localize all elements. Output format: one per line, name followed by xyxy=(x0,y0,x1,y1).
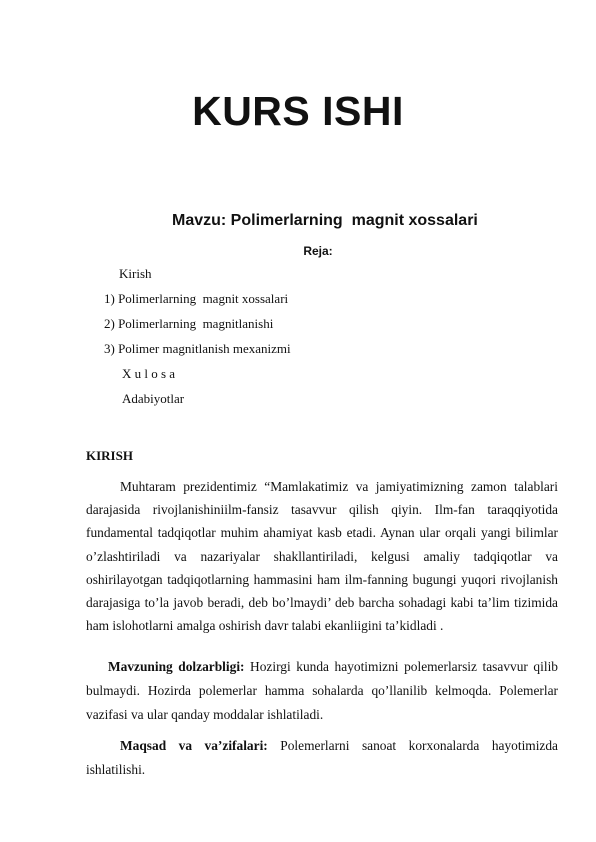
plan-item-2: 2) Polimerlarning magnitlanishi xyxy=(104,316,274,331)
intro-paragraph-text: Muhtaram prezidentimiz “Mamlakatimiz va jamiyatimizning zamon talablari darajasida rivojlanishiniilm-fansiz tasavvur qilish qiyin. Ilm-fan taraqqiyotida fundamental tadqiqotlar muhim ahamiyat kasb etadi. Aynan ular orqali yangi bilimlar o’zlashtiriladi va nazariyalar shakllantiriladi, kelgusi amaliy tadqiqotlar va oshirilayotgan tadqiqotlarning hammasini ham ilm-fanning bugungi yuqori rivojlanish darajasiga to’la javob beradi, deb bo’lmaydi’ deb barcha sohadagi kabi ta’lim tizimida ham islohotlarni amalga oshirish davr talabi ekanliigini ta’kidladi . xyxy=(86,479,558,634)
plan-heading: Reja: xyxy=(303,244,333,258)
plan-item-introduction: Kirish xyxy=(119,266,152,281)
plan-item-3: 3) Polimer magnitlanish mexanizmi xyxy=(104,341,291,356)
plan-item-references: Adabiyotlar xyxy=(122,391,185,406)
section-heading-introduction: KIRISH xyxy=(86,448,133,463)
goals-text: Polemerlarni sanoat korxonalarda hayotimizda ishlatilishi. xyxy=(86,738,559,777)
document-subject: Mavzu: Polimerlarning magnit xossalari xyxy=(172,212,478,229)
relevance-label: Mavzuning dolzarbligi: xyxy=(108,659,245,674)
relevance-paragraph xyxy=(86,655,558,727)
document-title: KURS ISHI xyxy=(192,88,404,134)
plan-item-conclusion: X u l o s a xyxy=(122,366,176,381)
plan-item-1: 1) Polimerlarning magnit xossalari xyxy=(104,291,289,306)
goals-paragraph xyxy=(86,734,558,782)
relevance-text: Hozirgi kunda hayotimizni polemerlarsiz tasavvur qilib bulmaydi. Hozirda polemerlar hamma sohalarda qo’llanilib kelmoqda. Polemerlar vazifasi va ular qanday moddalar ishlatiladi. xyxy=(86,659,558,722)
goals-label: Maqsad va va’zifalari: xyxy=(120,738,268,753)
intro-paragraph xyxy=(86,475,558,637)
